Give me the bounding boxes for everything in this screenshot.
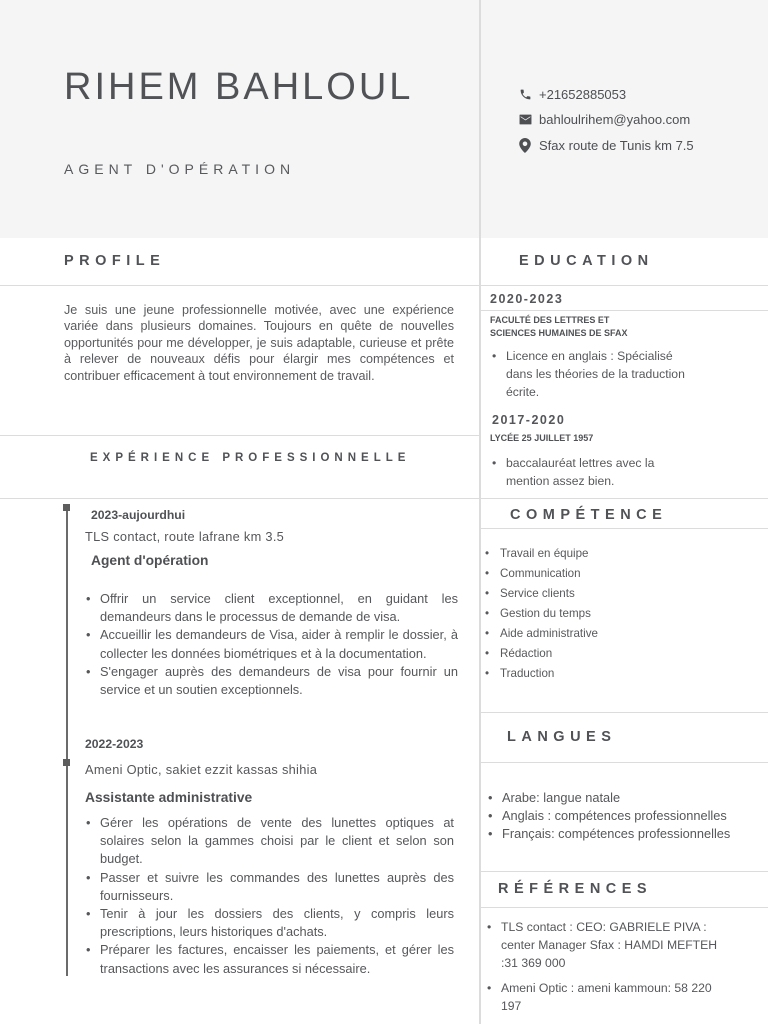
job-company: Ameni Optic, sakiet ezzit kassas shihia [85, 762, 318, 777]
list-item: • Rédaction [485, 644, 598, 664]
experience-heading: EXPÉRIENCE PROFESSIONNELLE [90, 452, 411, 464]
list-item: • Offrir un service client exceptionnel, en guidant les demandeurs dans le processus de demande de visa. [86, 590, 458, 626]
job-date: 2023-aujourdhui [91, 508, 186, 522]
contact-email [518, 110, 690, 128]
list-item: • Ameni Optic : ameni kammoun: 58 220 197 [485, 979, 725, 1015]
list-item: • Service clients [485, 584, 598, 604]
mail-icon [518, 112, 532, 126]
list-item: • Gérer les opérations de vente des lunettes optiques at solaires selon la gammes choisi par le client et selon son budget. [86, 814, 454, 869]
list-item: • Communication [485, 564, 598, 584]
experience-timeline [66, 506, 68, 976]
list-item: • Traduction [485, 664, 598, 684]
skills-list [485, 544, 598, 684]
school-line: FACULTÉ DES LETTRES ET [490, 315, 610, 325]
divider [0, 285, 479, 286]
list-item: • Français: compétences professionnelles [486, 825, 730, 843]
timeline-marker [63, 504, 70, 511]
list-item: • Passer et suivre les commandes des lunettes auprès des fournisseurs. [86, 869, 454, 905]
skills-heading: COMPÉTENCE [510, 507, 668, 523]
divider [481, 762, 768, 763]
divider [481, 712, 768, 713]
education-heading: EDUCATION [519, 253, 654, 269]
list-item: • Arabe: langue natale [486, 789, 730, 807]
job-date: 2022-2023 [85, 737, 144, 751]
education-details [490, 454, 690, 490]
job-role: Assistante administrative [85, 790, 253, 805]
list-item: • Travail en équipe [485, 544, 598, 564]
job-role: Agent d'opération [91, 553, 209, 568]
job-task-list [86, 814, 454, 978]
languages-heading: LANGUES [507, 729, 617, 745]
list-item: • baccalauréat lettres avec la mention assez bien. [490, 454, 690, 490]
school-line: LYCÉE 25 JUILLET 1957 [490, 433, 594, 443]
references-heading: RÉFÉRENCES [498, 881, 653, 897]
profile-heading: PROFILE [64, 253, 166, 269]
phone-icon [518, 87, 532, 101]
contact-address [518, 136, 694, 154]
list-item: • Licence en anglais : Spécialisé dans les théories de la traduction écrite. [490, 347, 700, 402]
divider [481, 528, 768, 529]
education-school [490, 314, 628, 340]
divider [481, 310, 768, 311]
timeline-marker [63, 759, 70, 766]
phone-text: +21652885053 [539, 86, 627, 102]
job-company: TLS contact, route lafrane km 3.5 [85, 529, 285, 544]
education-years: 2020-2023 [490, 292, 564, 306]
education-details [490, 347, 700, 402]
list-item: • Gestion du temps [485, 604, 598, 624]
list-item: • Préparer les factures, encaisser les paiements, et gérer les transactions avec les assurances si nécessaire. [86, 941, 454, 977]
languages-list [486, 789, 730, 844]
divider [481, 285, 768, 286]
list-item: • TLS contact : CEO: GABRIELE PIVA : center Manager Sfax : HAMDI MEFTEH :31 369 000 [485, 918, 725, 973]
divider [481, 907, 768, 908]
list-item: • Tenir à jour les dossiers des clients, y compris leurs prescriptions, leurs historiques d'achats. [86, 905, 454, 941]
school-line: SCIENCES HUMAINES DE SFAX [490, 328, 628, 338]
email-text: bahloulrihem@yahoo.com [539, 111, 691, 127]
divider [481, 871, 768, 872]
list-item: • Aide administrative [485, 624, 598, 644]
list-item: • S'engager auprès des demandeurs de visa pour fournir un service et un soutien exceptionnels. [86, 663, 458, 699]
location-pin-icon [518, 138, 532, 152]
contact-phone [518, 85, 626, 103]
profile-text: Je suis une jeune professionnelle motivée, avec une expérience variée dans plusieurs domaines. Toujours en quête de nouvelles opportunités pour me développer, je suis adaptable, curieuse et prête à relever de nouveaux défis pour élargir mes compétences et contribuer efficacement à tout environnement de travail. [64, 303, 454, 383]
job-title: AGENT D'OPÉRATION [64, 161, 296, 177]
list-item: • Accueillir les demandeurs de Visa, aider à remplir le dossier, à collecter les données biométriques et à la documentation. [86, 626, 458, 662]
address-text: Sfax route de Tunis km 7.5 [539, 137, 694, 153]
candidate-name: RIHEM BAHLOUL [64, 66, 414, 108]
divider [0, 498, 768, 499]
education-years: 2017-2020 [492, 413, 566, 427]
references-list [485, 918, 725, 1015]
job-task-list [86, 590, 458, 699]
divider [0, 435, 479, 436]
education-school [490, 432, 593, 445]
list-item: • Anglais : compétences professionnelles [486, 807, 730, 825]
